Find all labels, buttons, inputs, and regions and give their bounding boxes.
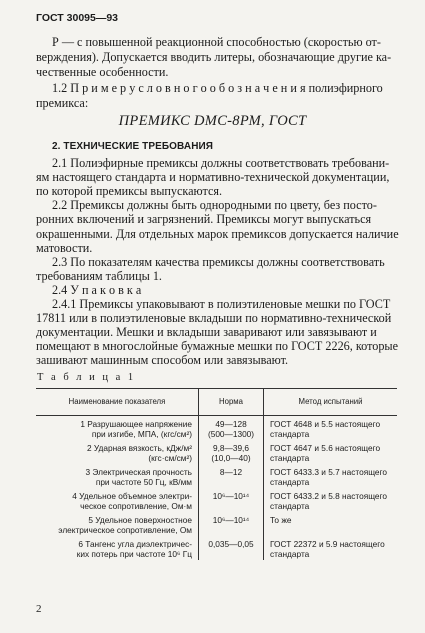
p22-line-4: матовости. xyxy=(36,240,93,255)
method-cell-line: ГОСТ 6433.2 и 5.8 настоящего xyxy=(270,491,387,501)
method-cell-line: ГОСТ 4648 и 5.5 настоящего xyxy=(270,419,381,429)
col-header-norm: Норма xyxy=(199,389,264,416)
method-cell-line: стандарта xyxy=(270,453,310,463)
norm-cell-line: 8—12 xyxy=(219,467,243,477)
p22-line-1: 2.2 Премиксы должны быть однородными по цвету, без посто- xyxy=(52,198,377,213)
col-header-name: Наименование показателя xyxy=(36,389,199,416)
indicator-cell-line: 1 Разрушающее напряжение xyxy=(80,419,192,429)
method-cell-line: стандарта xyxy=(270,501,310,511)
indicator-cell-line: ких потерь при частоте 10⁶ Гц xyxy=(76,549,192,559)
table-caption: Т а б л и ц а 1 xyxy=(37,372,136,383)
method-cell-line: стандарта xyxy=(270,477,310,487)
method-cell-line: То же xyxy=(270,515,292,525)
indicator-cell-line: 5 Удельное поверхностное xyxy=(88,515,192,525)
indicator-cell-line: при изгибе, МПА, (кгс/см²) xyxy=(91,429,192,439)
indicator-cell-line: электрическое сопротивление, Ом xyxy=(58,525,192,535)
p21-line-3: по которой премиксы выпускаются. xyxy=(36,184,223,199)
requirements-table xyxy=(36,388,397,560)
p23-line-1: 2.3 По показателям качества премиксы должны соответствовать xyxy=(52,254,385,269)
example-line-1: 1.2 П р и м е р у с л о в н о г о о б о з н а ч е н и я полиэфирного xyxy=(52,81,383,95)
norm-cell xyxy=(199,512,264,536)
p241-line-4: помещают в многослойные бумажные мешки по ГОСТ 2226, которые xyxy=(36,339,399,354)
norm-cell-line: (10,0—40) xyxy=(211,453,251,463)
method-cell xyxy=(264,464,398,488)
method-cell xyxy=(264,416,398,441)
p23-line-2: требованиям таблицы 1. xyxy=(36,268,162,283)
intro-line-2: верждения). Допускается вводить литеры, обозначающие другие ка- xyxy=(36,50,392,64)
indicator-cell xyxy=(36,512,199,536)
method-cell-line: стандарта xyxy=(270,549,310,559)
norm-cell-line: (500—1300) xyxy=(207,429,255,439)
p21-line-1: 2.1 Полиэфирные премиксы должны соответствовать требовани- xyxy=(52,156,390,170)
col-header-method: Метод испытаний xyxy=(264,389,398,416)
norm-cell-line: 10⁶—10¹⁴ xyxy=(212,515,250,525)
p241-line-2: 17811 или в полиэтиленовые вкладыши по нормативно-технической xyxy=(36,311,392,326)
indicator-cell-line: ческое сопротивление, Ом·м xyxy=(80,501,192,511)
indicator-cell-line: 2 Ударная вязкость, кДж/м² xyxy=(86,443,192,453)
section-title: 2. ТЕХНИЧЕСКИЕ ТРЕБОВАНИЯ xyxy=(52,141,214,152)
method-cell-line: ГОСТ 22372 и 5.9 настоящего xyxy=(270,539,385,549)
p241-line-3: документации. Мешки и вкладыши заваривают или завязывают и xyxy=(36,325,377,340)
indicator-cell-line: 3 Электрическая прочность xyxy=(85,467,192,477)
table-row xyxy=(36,512,397,536)
indicator-cell xyxy=(36,416,199,441)
indicator-cell-line: при частоте 50 Гц, кВ/мм xyxy=(95,477,192,487)
method-cell xyxy=(264,536,398,560)
norm-cell-line: 0,035—0,05 xyxy=(208,539,254,549)
designation-example: ПРЕМИКС DMC-8РМ, ГОСТ xyxy=(118,113,307,129)
norm-cell-line: 49—128 xyxy=(215,419,247,429)
p241-line-5: зашивают машинным способом или завязывают. xyxy=(36,353,289,368)
indicator-cell xyxy=(36,536,199,560)
method-cell-line: стандарта xyxy=(270,429,310,439)
indicator-cell xyxy=(36,440,199,464)
p241-line-1: 2.4.1 Премиксы упаковывают в полиэтиленовые мешки по ГОСТ xyxy=(52,297,391,311)
norm-cell-line: 9,8—39,6 xyxy=(213,443,249,453)
method-cell-line: ГОСТ 6433.3 и 5.7 настоящего xyxy=(270,467,387,477)
page-number: 2 xyxy=(36,603,42,615)
p22-line-2: ронних включений и загрязнений. Премиксы могут выпускаться xyxy=(36,212,372,227)
method-cell xyxy=(264,488,398,512)
table-row xyxy=(36,488,397,512)
norm-cell-line: 10⁶—10¹⁴ xyxy=(212,491,250,501)
norm-cell xyxy=(199,440,264,464)
table-header-row xyxy=(36,389,397,416)
indicator-cell xyxy=(36,464,199,488)
table-row xyxy=(36,440,397,464)
method-cell-line: ГОСТ 4647 и 5.6 настоящего xyxy=(270,443,381,453)
example-line-2: премикса: xyxy=(36,96,89,110)
p24-heading: 2.4 У п а к о в к а xyxy=(52,282,142,297)
norm-cell xyxy=(199,416,264,441)
table-row xyxy=(36,464,397,488)
norm-cell xyxy=(199,464,264,488)
document-code-header: ГОСТ 30095—93 xyxy=(36,12,119,24)
norm-cell xyxy=(199,536,264,560)
p21-line-2: ям настоящего стандарта и нормативно-технической документации, xyxy=(36,170,390,185)
table-row xyxy=(36,416,397,441)
norm-cell xyxy=(199,488,264,512)
method-cell xyxy=(264,512,398,536)
intro-line-1: Р — с повышенной реакционной способностью (скоростью от- xyxy=(52,35,381,49)
intro-line-3: чественные особенности. xyxy=(36,65,169,79)
indicator-cell-line: (кгс·см/см²) xyxy=(148,453,192,463)
indicator-cell xyxy=(36,488,199,512)
p22-line-3: окрашенными. Для отдельных марок премиксов допускается наличие xyxy=(36,226,399,241)
method-cell xyxy=(264,440,398,464)
table-row xyxy=(36,536,397,560)
indicator-cell-line: 6 Тангенс угла диэлектричес- xyxy=(78,539,192,549)
indicator-cell-line: 4 Удельное объемное электри- xyxy=(72,491,192,501)
